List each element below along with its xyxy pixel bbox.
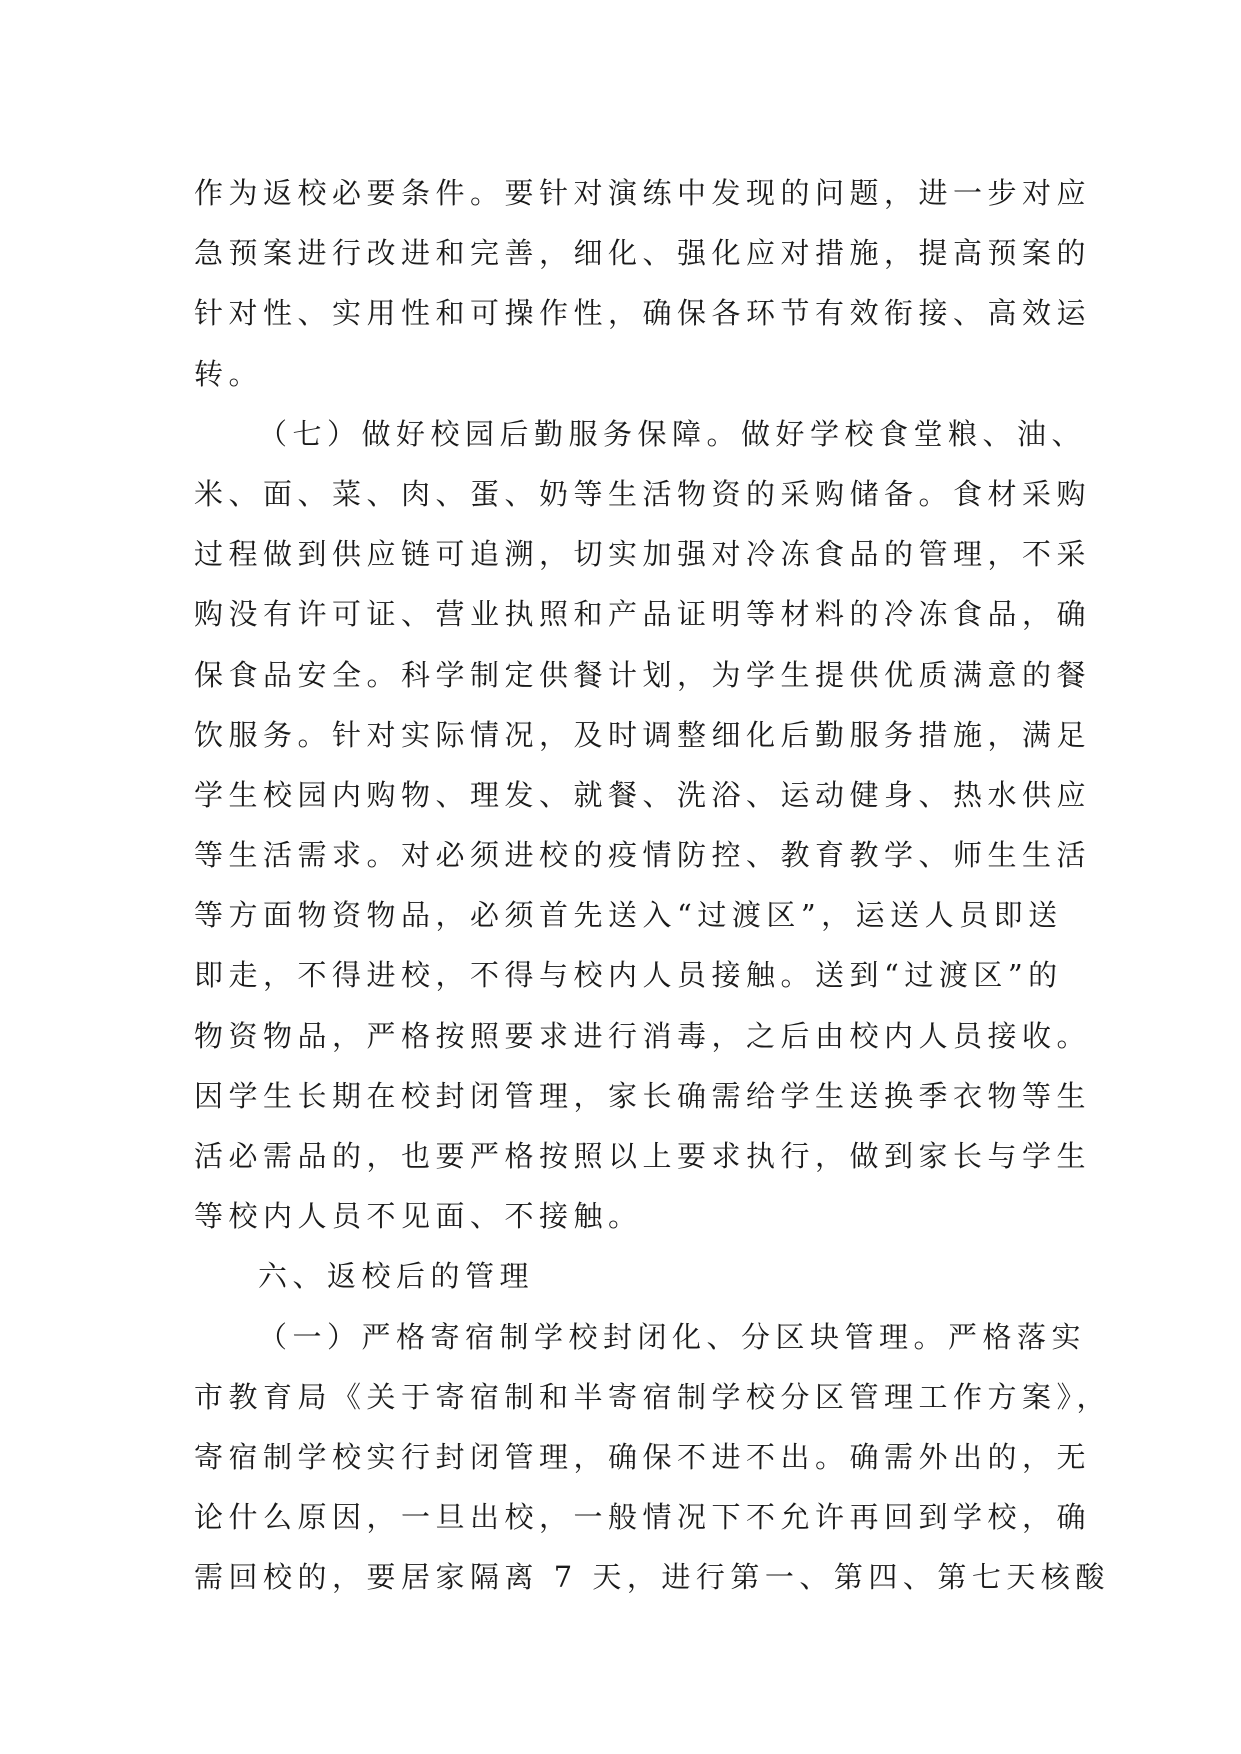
text-line: 急预案进行改进和完善，细化、强化应对措施，提高预案的	[194, 236, 1092, 271]
document-body	[194, 163, 1112, 1608]
text-line: 作为返校必要条件。要针对演练中发现的问题，进一步对应	[194, 176, 1092, 210]
text-line: 论什么原因，一旦出校，一般情况下不允许再回到学校，确	[194, 1500, 1092, 1535]
text-line: 保食品安全。科学制定供餐计划，为学生提供优质满意的餐	[194, 657, 1092, 692]
text-line: 等方面物资物品，必须首先送入“过渡区”，运送人员即送	[194, 898, 1063, 933]
text-line: 市教育局《关于寄宿制和半寄宿制学校分区管理工作方案》，	[194, 1379, 1112, 1414]
text-line: 需回校的，要居家隔离 7 天，进行第一、第四、第七天核酸	[194, 1560, 1110, 1595]
text-line: 物资物品，严格按照要求进行消毒，之后由校内人员接收。	[194, 1018, 1092, 1053]
section-heading: 六、返校后的管理	[258, 1259, 535, 1294]
text-line: 过程做到供应链可追溯，切实加强对冷冻食品的管理，不采	[194, 537, 1092, 572]
text-line: 转。	[194, 356, 264, 391]
text-line: 寄宿制学校实行封闭管理，确保不进不出。确需外出的，无	[194, 1439, 1092, 1474]
text-line: 因学生长期在校封闭管理，家长确需给学生送换季衣物等生	[194, 1078, 1092, 1113]
text-line: 等校内人员不见面、不接触。	[194, 1199, 643, 1234]
text-line: 饮服务。针对实际情况，及时调整细化后勤服务措施，满足	[194, 717, 1092, 752]
text-line: 活必需品的，也要严格按照以上要求执行，做到家长与学生	[194, 1139, 1092, 1173]
text-line: 学生校园内购物、理发、就餐、洗浴、运动健身、热水供应	[194, 777, 1092, 812]
text-line: 针对性、实用性和可操作性，确保各环节有效衔接、高效运	[194, 296, 1092, 331]
text-line: 即走，不得进校，不得与校内人员接触。送到“过渡区”的	[194, 958, 1063, 993]
paragraph-start-line: （一）严格寄宿制学校封闭化、分区块管理。严格落实	[258, 1319, 1087, 1354]
text-line: 米、面、菜、肉、蛋、奶等生活物资的采购储备。食材采购	[194, 476, 1092, 511]
text-line: 购没有许可证、营业执照和产品证明等材料的冷冻食品，确	[194, 597, 1092, 632]
text-line: 等生活需求。对必须进校的疫情防控、教育教学、师生生活	[194, 838, 1092, 873]
paragraph-start-line: （七）做好校园后勤服务保障。做好学校食堂粮、油、	[258, 416, 1087, 451]
